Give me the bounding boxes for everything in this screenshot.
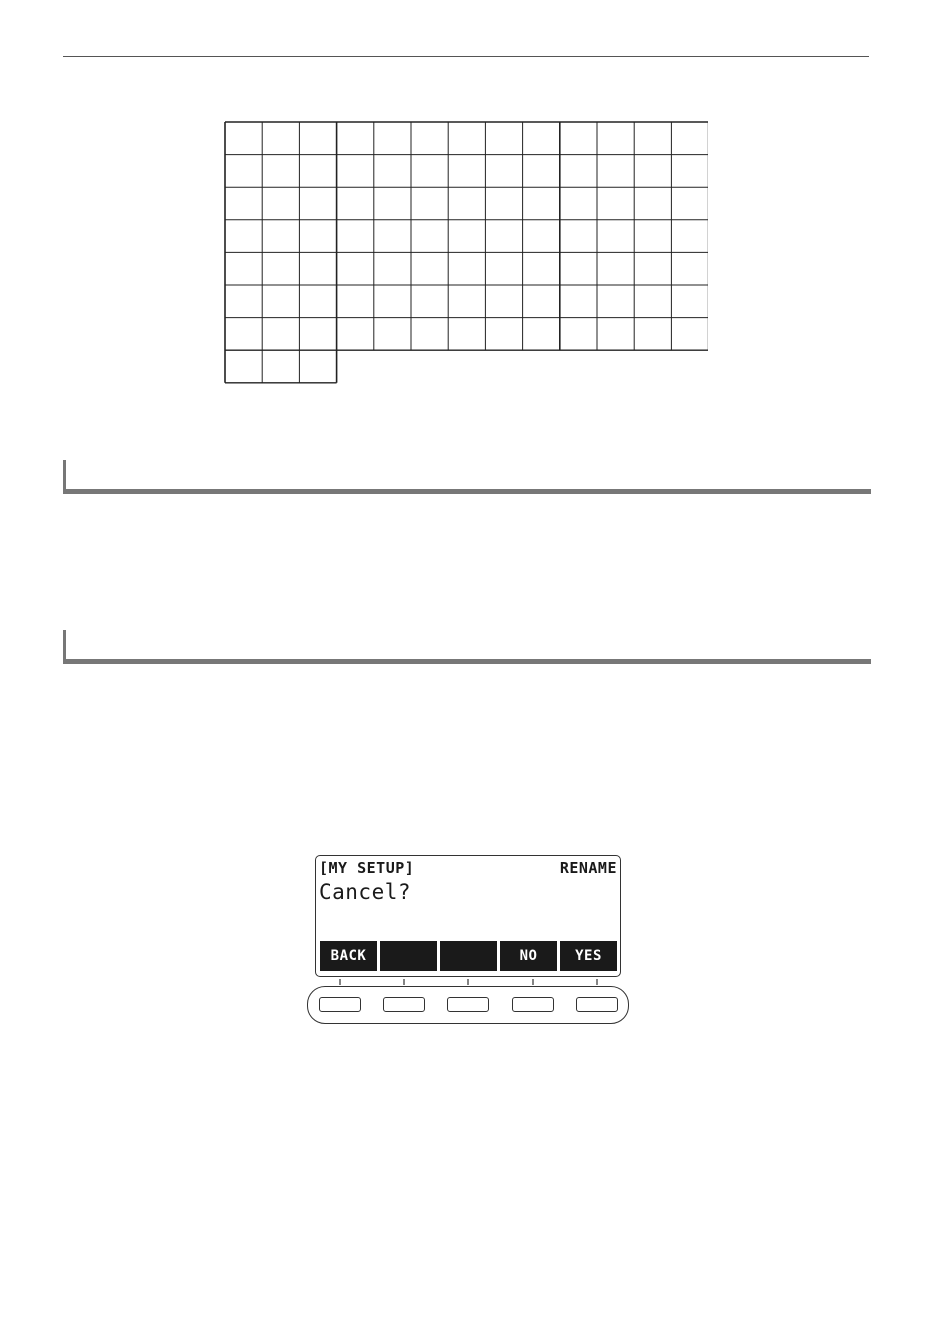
section-heading-2 [63, 630, 871, 664]
section-heading-underline [63, 659, 871, 664]
softkey-3 [440, 941, 497, 971]
softkey-2 [380, 941, 437, 971]
character-table [224, 121, 708, 384]
softkey-yes: YES [560, 941, 617, 971]
function-button-2[interactable] [383, 997, 425, 1012]
softkey-back: BACK [320, 941, 377, 971]
function-button-panel [307, 986, 629, 1024]
lcd-header [319, 859, 617, 879]
lcd-message: Cancel? [319, 880, 412, 904]
lcd-mode-label: [MY SETUP] [319, 859, 415, 877]
lcd-function-label: RENAME [559, 859, 617, 877]
softkey-no: NO [500, 941, 557, 971]
function-button-3[interactable] [447, 997, 489, 1012]
section-heading-underline [63, 489, 871, 494]
character-table-grid [224, 121, 708, 384]
function-button-4[interactable] [512, 997, 554, 1012]
section-heading-1 [63, 460, 871, 494]
lcd-softkey-row [320, 941, 618, 971]
header-rule [63, 56, 869, 57]
function-button-1[interactable] [319, 997, 361, 1012]
function-button-5[interactable] [576, 997, 618, 1012]
lcd-display [315, 855, 621, 977]
